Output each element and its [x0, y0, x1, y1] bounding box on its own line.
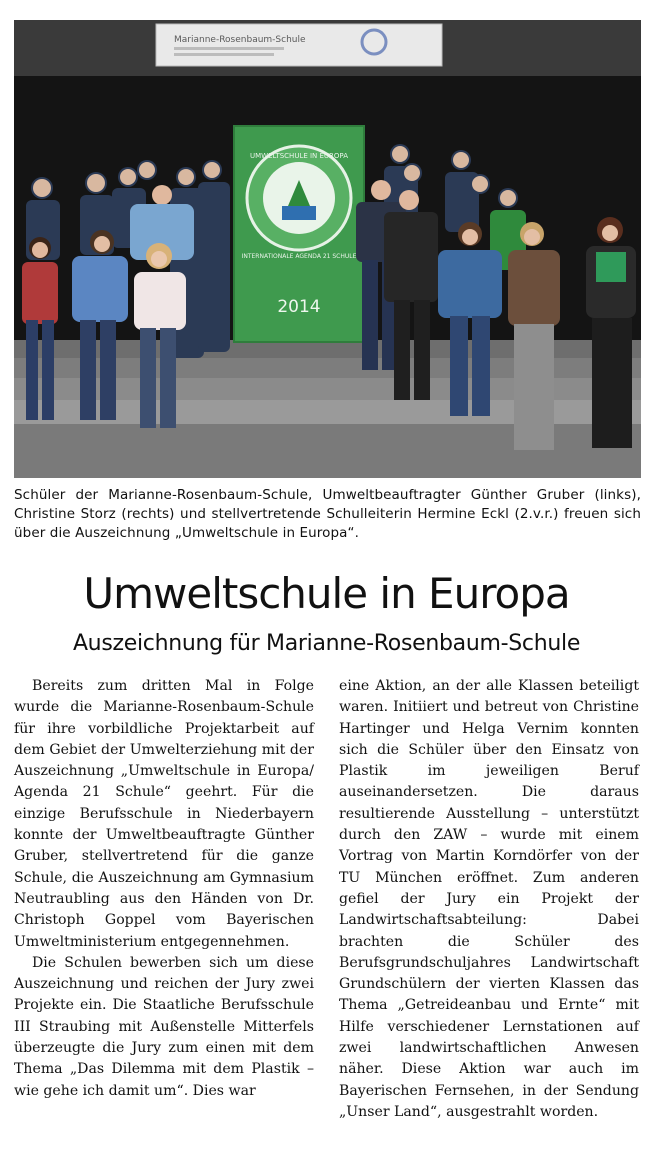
school-sign-text: Marianne-Rosenbaum-Schule	[174, 35, 306, 45]
paragraph: Die Schulen bewerben sich um diese Auszeichnung und reichen der Jury zwei Projekte ein. Die Staatliche Berufsschule III Straubing mit Außenstelle Mitterfels überzeugte die Jury zum einen mit dem Thema „Das Dilemma mit dem Plastik – wie gehe ich damit um“. Dies war	[14, 954, 314, 1099]
headline: Umweltschule in Europa	[83, 569, 570, 618]
book-icon	[282, 206, 316, 220]
photo-caption: Schüler der Marianne-Rosenbaum-Schule, Umweltbeauftragter Günther Gruber (links), Christine Storz (rechts) und stellvertretende Schulleiterin Hermine Eckl (2.v.r.) freuen sich über die Auszeichnung „Umweltschule in Europa“.	[14, 487, 641, 541]
school-sign	[156, 24, 442, 66]
photo-illustration	[14, 20, 641, 478]
group-photo	[14, 20, 641, 478]
paragraph: eine Aktion, an der alle Klassen beteiligt waren. Initiiert und betreut von Christine Hartinger und Helga Vernim konnten sich die Schüler über den Einsatz von Plastik im jeweiligen Beruf auseinandersetzen. Die daraus resultierende Ausstellung – unterstützt durch den ZAW – wurde mit einem Vortrag von Martin Korndörfer von der TU München eröffnet. Zum anderen gefiel der Jury ein Projekt der Landwirtschaftsabteilung: Dabei brachten die Schüler des Berufsgrundschuljahres Landwirtschaft Grundschülern der vierten Klassen das Thema „Getreideanbau und Ernte“ mit Hilfe verschiedener Lernstationen auf zwei landwirtschaftlichen Anwesen näher. Diese Aktion war auch im Bayerischen Fernsehen, in der Sendung „Unser Land“, ausgestrahlt worden.	[339, 678, 639, 1120]
flag-year: 2014	[277, 297, 321, 317]
flag-lower-text: INTERNATIONALE AGENDA 21 SCHULE	[241, 253, 357, 260]
agenda-flag	[234, 126, 364, 342]
sign-line	[174, 47, 284, 50]
article-column-right	[339, 676, 639, 1123]
flag-arc-text: UMWELTSCHULE IN EUROPA	[250, 152, 348, 160]
paragraph: Bereits zum dritten Mal in Folge wurde die Marianne-Rosenbaum-Schule für ihre vorbildliche Projektarbeit auf dem Gebiet der Umwelterziehung mit der Auszeichnung „Umweltschule in Europa/ Agenda 21 Schule“ geehrt. Für die einzige Berufsschule in Niederbayern konnte der Umweltbeauftragte Günther Gruber, stellvertretend für die ganze Schule, die Auszeichnung am Gymnasium Neutraubling aus den Händen von Dr. Christoph Goppel vom Bayerischen Umweltministerium entgegennehmen.	[14, 678, 314, 950]
article-column-left	[14, 676, 314, 1102]
sign-line	[174, 53, 274, 56]
subheadline: Auszeichnung für Marianne-Rosenbaum-Schule	[72, 631, 581, 656]
